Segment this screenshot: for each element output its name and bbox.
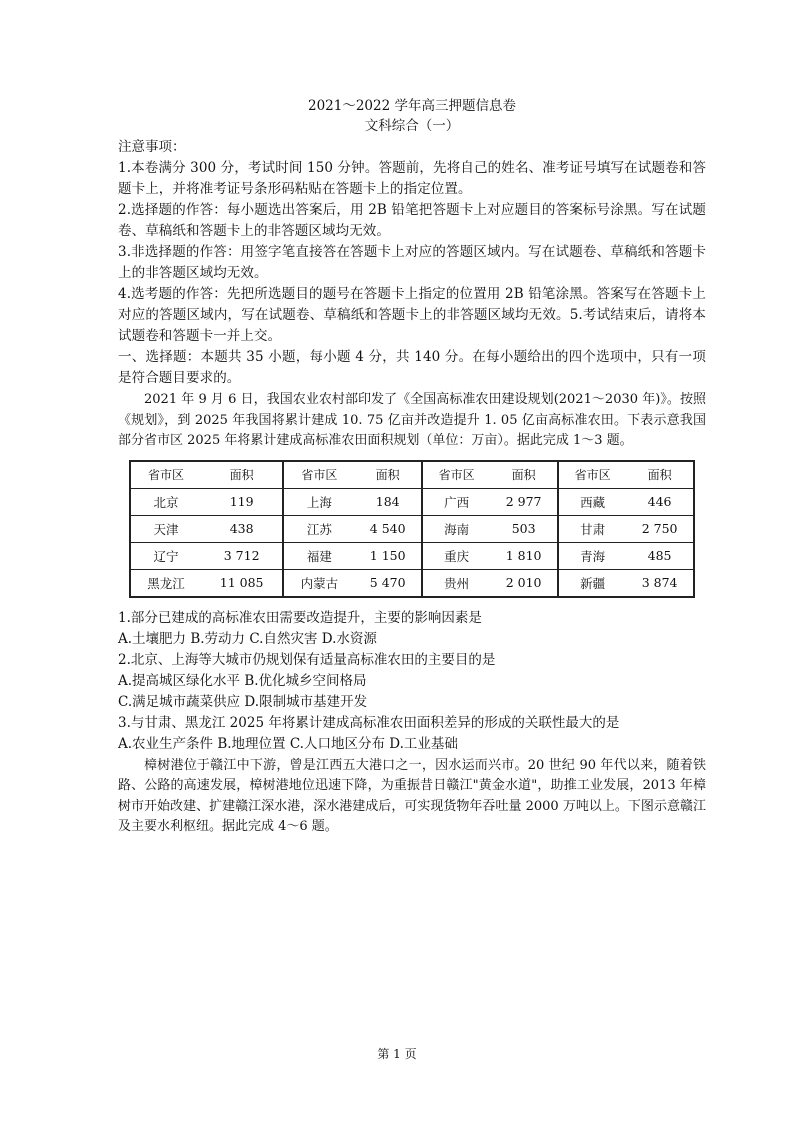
question-stem-2: 樟树港位于赣江中下游，曾是江西五大港口之一，因水运而兴市。20 世纪 90 年代以来，随着铁路、公路的高速发展，樟树港地位迅速下降，为重振昔日赣江"黄金水道"，助推工业发展，2013 年樟树市开始改建、扩建赣江深水港，深水港建成后，可实现货物年吞吐量 2000 万吨以上。下图示意赣江及主要水利枢纽。据此完成 4～6 题。 <box>118 757 706 834</box>
table-header-region: 省市区 <box>283 461 354 489</box>
question-stem-1: 2021 年 9 月 6 日，我国农业农村部印发了《全国高标准农田建设规划(2021～2030 年)》。按照《规划》，到 2025 年我国将累计建成 10. 75 亿亩并改造提升 1. 05 亿亩高标准农田。下表示意我国部分省市区 2025 年将累计建成高标准农田面积规划（单位：万亩）。据此完成 1～3 题。 <box>118 392 706 448</box>
question-3: 3.与甘肃、黑龙江 2025 年将累计建成高标准农田面积差异的形成的关联性最大的是 <box>118 714 620 731</box>
table-cell-area: 2 750 <box>626 515 694 542</box>
table-cell-area: 2 010 <box>490 569 558 597</box>
table-cell-area: 4 540 <box>354 515 422 542</box>
question-1: 1.部分已建成的高标准农田需要改造提升，主要的影响因素是 <box>118 609 482 626</box>
table-cell-region: 青海 <box>558 542 626 569</box>
question-2: 2.北京、上海等大城市仍规划保有适量高标准农田的主要目的是 <box>118 651 496 668</box>
question-1-options: A.土壤肥力 B.劳动力 C.自然灾害 D.水资源 <box>118 630 377 647</box>
table-header-row <box>130 461 694 489</box>
farmland-table <box>129 460 695 598</box>
table-header-region: 省市区 <box>422 461 490 489</box>
table-cell-area: 1 150 <box>354 542 422 569</box>
notice-item-3: 3.非选择题的作答：用签字笔直接答在答题卡上对应的答题区域内。写在试题卷、草稿纸和答题卡上的非答题区域均无效。 <box>118 244 706 281</box>
table-header-area: 面积 <box>354 461 422 489</box>
table-cell-region: 广西 <box>422 488 490 515</box>
table-cell-area: 119 <box>201 488 283 515</box>
table-cell-area: 485 <box>626 542 694 569</box>
table-cell-region: 天津 <box>130 515 201 542</box>
table-cell-region: 上海 <box>283 488 354 515</box>
table-cell-area: 11 085 <box>201 569 283 597</box>
table-cell-region: 江苏 <box>283 515 354 542</box>
table-header-area: 面积 <box>201 461 283 489</box>
notice-heading: 注意事项： <box>118 139 186 155</box>
table-cell-area: 446 <box>626 488 694 515</box>
table-cell-area: 5 470 <box>354 569 422 597</box>
table-cell-area: 3 712 <box>201 542 283 569</box>
table-header-area: 面积 <box>626 461 694 489</box>
table-cell-region: 北京 <box>130 488 201 515</box>
table-cell-region: 辽宁 <box>130 542 201 569</box>
table-cell-area: 2 977 <box>490 488 558 515</box>
exam-subtitle: 文科综合（一） <box>364 118 460 134</box>
table-cell-region: 重庆 <box>422 542 490 569</box>
exam-page <box>118 96 706 838</box>
question-2-options: C.满足城市蔬菜供应 D.限制城市基建开发 <box>118 693 368 710</box>
question-3-options: A.农业生产条件 B.地理位置 C.人口地区分布 D.工业基础 <box>118 735 458 752</box>
table-row <box>130 515 694 542</box>
notice-item-1: 1.本卷满分 300 分，考试时间 150 分钟。答题前，先将自己的姓名、准考证号填写在试题卷和答题卡上，并将准考证号条形码粘贴在答题卡上的指定位置。 <box>118 160 706 197</box>
table-cell-region: 海南 <box>422 515 490 542</box>
table-cell-region: 贵州 <box>422 569 490 597</box>
table-cell-region: 黑龙江 <box>130 569 201 597</box>
notice-item-2: 2.选择题的作答：每小题选出答案后，用 2B 铅笔把答题卡上对应题目的答案标号涂黑。写在试题卷、草稿纸和答题卡上的非答题区域均无效。 <box>118 202 706 239</box>
exam-title: 2021～2022 学年高三押题信息卷 <box>307 98 516 114</box>
table-cell-area: 438 <box>201 515 283 542</box>
table-cell-region: 甘肃 <box>558 515 626 542</box>
table-cell-area: 1 810 <box>490 542 558 569</box>
section-heading: 一、选择题：本题共 35 小题，每小题 4 分，共 140 分。在每小题给出的四个选项中，只有一项是符合题目要求的。 <box>118 349 706 386</box>
question-2-options: A.提高城区绿化水平 B.优化城乡空间格局 <box>118 672 367 689</box>
table-cell-region: 新疆 <box>558 569 626 597</box>
table-cell-area: 3 874 <box>626 569 694 597</box>
table-cell-region: 内蒙古 <box>283 569 354 597</box>
table-cell-region: 福建 <box>283 542 354 569</box>
table-header-area: 面积 <box>490 461 558 489</box>
table-row <box>130 488 694 515</box>
table-cell-area: 184 <box>354 488 422 515</box>
table-cell-area: 503 <box>490 515 558 542</box>
table-row <box>130 569 694 597</box>
table-header-region: 省市区 <box>130 461 201 489</box>
table-row <box>130 542 694 569</box>
notice-item-4: 4.选考题的作答：先把所选题目的题号在答题卡上指定的位置用 2B 铅笔涂黑。答案写在答题卡上对应的答题区域内，写在试题卷、草稿纸和答题卡上的非答题区域均无效。5.考试结束后，请将本试题卷和答题卡一并上交。 <box>118 286 706 344</box>
table-cell-region: 西藏 <box>558 488 626 515</box>
page-number: 第 1 页 <box>377 1047 417 1061</box>
table-header-region: 省市区 <box>558 461 626 489</box>
